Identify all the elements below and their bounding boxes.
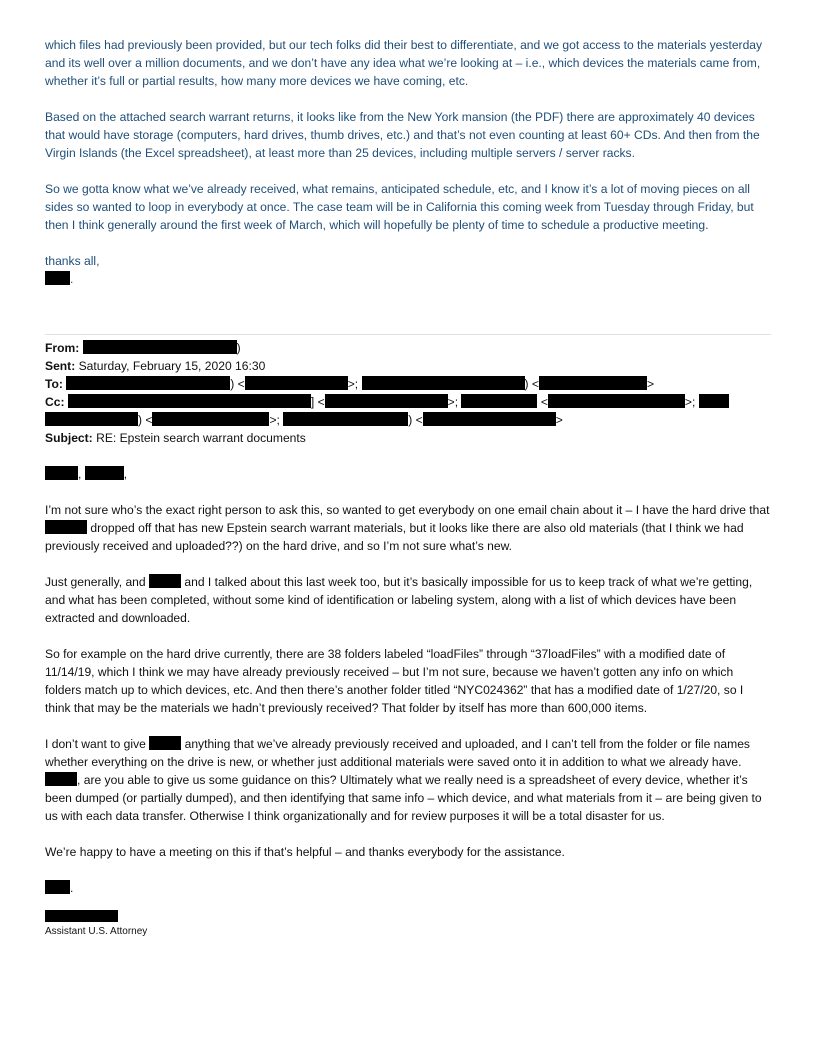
redaction-block	[83, 340, 237, 354]
email-document	[45, 36, 771, 939]
reply-paragraph-1: which files had previously been provided, but our tech folks did their best to differentiate, and we got access to the materials yesterday and its well over a million documents, and we don’t have any idea what we’re looking at – i.e., which devices the materials came from, whether it’s full or partial results, how many more devices we have coming, etc.	[45, 38, 763, 88]
redaction-block	[423, 412, 556, 426]
redaction-block	[539, 376, 647, 390]
redaction-block	[45, 412, 138, 426]
redaction-block	[45, 271, 70, 285]
signature-name	[45, 907, 771, 925]
redaction-block	[152, 412, 269, 426]
body-paragraph-1: I’m not sure who’s the exact right person to ask this, so wanted to get everybody on one email chain about it – I have the hard drive that dropped off that has new Epstein search warrant materials, but it looks like there are also old materials (that I think we had previously received and uploaded??) on the hard drive, and so I’m not sure what’s new.	[45, 503, 770, 553]
body-paragraph-2: Just generally, and and I talked about this last week too, but it’s basically impossible for us to keep track of what we’re getting, and what has been completed, without some kind of identification or labeling system, along with a list of which devices have been extracted and downloaded.	[45, 575, 753, 625]
header-from: From: )	[45, 341, 241, 355]
header-cc-continued: ) < >; ) < >	[45, 411, 771, 429]
original-header	[45, 339, 771, 447]
header-to: To: ) < >; ) < >	[45, 377, 655, 391]
header-subject: Subject: RE: Epstein search warrant documents	[45, 431, 306, 445]
redaction-block	[325, 394, 448, 408]
signature-title: Assistant U.S. Attorney	[45, 926, 148, 937]
reply-message	[45, 36, 771, 288]
original-message	[45, 465, 771, 939]
reply-paragraph-2: Based on the attached search warrant returns, it looks like from the New York mansion (the PDF) there are approximately 40 devices that would have storage (computers, hard drives, thumb drives, etc.) and that’s not even counting at least 60+ CDs. And then from the Virgin Islands (the Excel spreadsheet), at least more than 25 devices, including multiple servers / server racks.	[45, 110, 760, 160]
redaction-block	[149, 574, 181, 588]
body-signoff: .	[45, 879, 771, 897]
redaction-block	[45, 880, 70, 894]
body-paragraph-5: We’re happy to have a meeting on this if that’s helpful – and thanks everybody for the assistance.	[45, 845, 565, 859]
body-paragraph-4: I don’t want to give anything that we’ve already previously received and uploaded, and I can’t tell from the folder or file names whether everything on the drive is new, or whether just additional materials were saved onto it in addition to what we already have. , are you able to give us some guidance on this? Ultimately what we really need is a spreadsheet of every device, whether it’s been dumped (or partially dumped), and then identifying that same info – which device, and what materials from it – are being given to us with each data transfer. Otherwise I think organizationally and for review purposes it will be a total disaster for us.	[45, 737, 762, 823]
header-sent: Sent: Saturday, February 15, 2020 16:30	[45, 359, 266, 373]
reply-closing: thanks all,	[45, 254, 100, 268]
redaction-block	[45, 772, 77, 786]
redaction-block	[45, 910, 118, 922]
redaction-block	[85, 466, 124, 480]
redaction-block	[362, 376, 525, 390]
redaction-block	[283, 412, 408, 426]
redaction-block	[149, 736, 181, 750]
header-cc: Cc: ] < >; < >;	[45, 393, 771, 411]
redaction-block	[68, 394, 311, 408]
redaction-block	[461, 394, 537, 408]
redaction-block	[66, 376, 230, 390]
redaction-block	[45, 466, 78, 480]
redaction-block	[548, 394, 685, 408]
redaction-block	[45, 520, 87, 534]
reply-signoff: .	[45, 270, 771, 288]
redaction-block	[699, 394, 729, 408]
reply-paragraph-3: So we gotta know what we’ve already received, what remains, anticipated schedule, etc, and I know it’s a lot of moving pieces on all sides so wanted to loop in everybody at once. The case team will be in California this coming week from Tuesday through Friday, but then I think generally around the first week of March, which will hopefully be plenty of time to schedule a productive meeting.	[45, 182, 754, 232]
redaction-block	[245, 376, 348, 390]
body-paragraph-3: So for example on the hard drive currently, there are 38 folders labeled “loadFiles” through “37loadFiles” with a modified date of 11/14/19, which I think we may have already previously received – but I’m not sure, because we haven’t gotten any info on which folders match up to which devices, etc. And then there’s another folder titled “NYC024362” that has a modified date of 1/27/20, so I think that may be the materials we hadn’t previously received? That folder by itself has more than 600,000 items.	[45, 647, 744, 715]
greeting: , ,	[45, 465, 771, 483]
